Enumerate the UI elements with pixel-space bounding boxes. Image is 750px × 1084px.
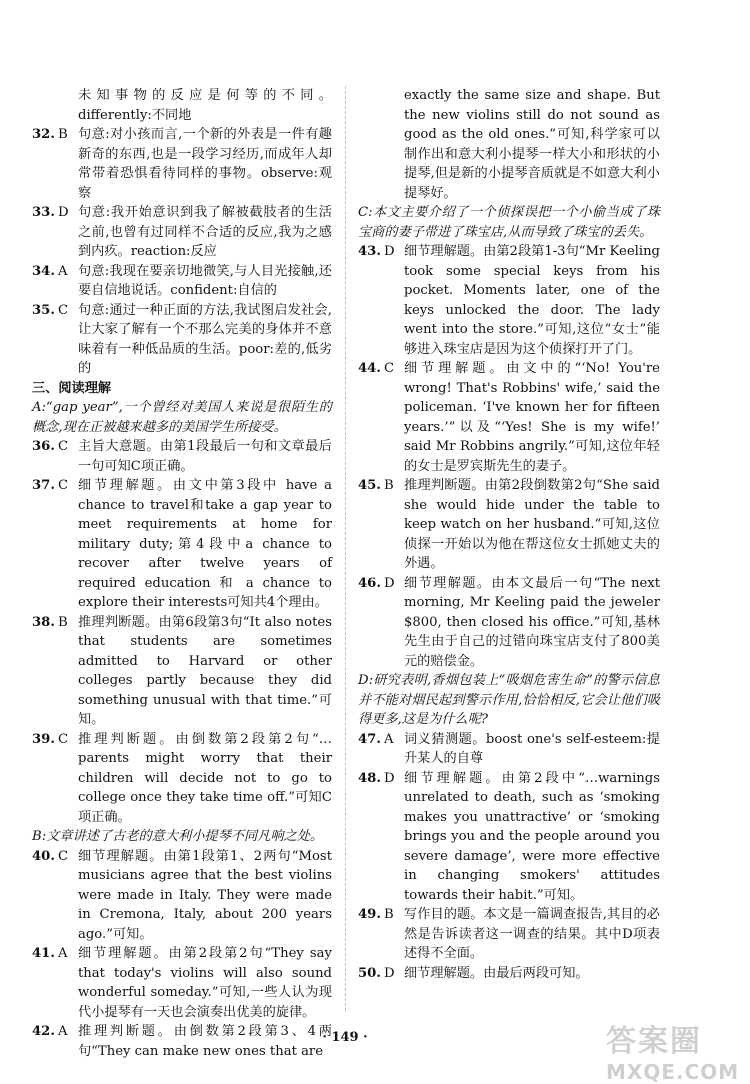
- explanation-text: 细节理解题。由第1段第1、2两句“Most musicians agree that the best violins were made in Italy. They were made in Cremona, Italy, about 200 years ago.”可知。: [78, 848, 332, 942]
- answer-item-32: [32, 125, 332, 203]
- answer-letter: B: [58, 614, 68, 630]
- answer-letter: D: [384, 770, 395, 786]
- question-number: 42.: [32, 1024, 55, 1039]
- question-number: 50.: [358, 965, 381, 981]
- answer-letter: C: [58, 302, 69, 318]
- answer-item-50: [358, 964, 660, 984]
- page-number: · 149 ·: [322, 1030, 368, 1045]
- question-number: 44.: [358, 361, 381, 376]
- explanation-text: 句意:对小孩而言,一个新的外表是一件有趣新奇的东西,也是一段学习经历,而成年人却常带着恐惧看待同样的事物。observe:观察: [78, 127, 332, 201]
- question-number: 37.: [32, 478, 55, 493]
- question-number: 34.: [32, 263, 55, 279]
- question-number: 41.: [32, 946, 55, 961]
- question-number: 39.: [32, 731, 55, 747]
- passage-intro-b: B:文章讲述了古老的意大利小提琴不同凡响之处。: [32, 829, 324, 844]
- question-number: 36.: [32, 439, 55, 454]
- explanation-text: 推理判断题。由倒数第2段第2句“…parents might worry that their children will decide not to go to college once they take time off.”可知C项正确。: [78, 731, 332, 825]
- answer-item-39: [32, 730, 332, 828]
- answer-item-37: [32, 476, 332, 613]
- answer-item-41: [32, 944, 332, 1022]
- answer-letter: D: [384, 244, 395, 259]
- explanation-text: 细节理解题。由文中第3段中 have a chance to travel和take a gap year to meet requirements at home for military duty;第4段中a chance to recover after twelve years of required education 和 a chance to explore their interests可知共4个理由。: [78, 478, 332, 610]
- answer-item-38: [32, 613, 332, 730]
- answer-letter: C: [58, 848, 69, 864]
- explanation-text: 细节理解题。由最后两段可知。: [404, 965, 589, 981]
- explanation-text: 细节理解题。由第2段第2句“They say that today's violins will also sound wonderful someday.”可知,一些人认为现代小提琴有一天也会演奏出优美的旋律。: [78, 946, 332, 1020]
- answer-item-43: [358, 242, 660, 359]
- explanation-text: 细节理解题。由本文最后一句“The next morning, Mr Keeling paid the jeweler $800, then closed his office.”可知,基林先生由于自己的过错向珠宝店支付了800美元的赔偿金。: [404, 575, 660, 669]
- explanation-text: 句意:通过一种正面的方法,我试图启发社会,让大家了解有一个不那么完美的身体并不意味着有一种低品质的生活。poor:差的,低劣的: [78, 302, 332, 376]
- answer-item-36: [32, 437, 332, 476]
- question-number: 40.: [32, 848, 55, 864]
- explanation-text: 写作目的题。本文是一篇调查报告,其目的必然是告诉读者这一调查的结果。其中D项表述得不全面。: [404, 907, 660, 961]
- watermark: [606, 1016, 744, 1084]
- section-heading: 三、阅读理解: [32, 380, 112, 396]
- question-number: 49.: [358, 907, 381, 922]
- left-column: [32, 86, 332, 1061]
- passage-intro-d: D:研究表明,香烟包装上“吸烟危害生命”的警示信息并不能对烟民起到警示作用,恰恰相反,它会让他们吸得更多,这是为什么呢?: [358, 673, 660, 727]
- answer-item-44: [358, 359, 660, 476]
- question-number: 47.: [358, 731, 381, 747]
- explanation-text: 句意:我开始意识到我了解被截肢者的生活之前,也曾有过同样不合适的反应,我为之感到内疚。reaction:反应: [78, 205, 332, 259]
- continued-answer-text: exactly the same size and shape. But the new violins still do not sound as good as the old ones.”可知,科学家可以制作出和意大利小提琴一样大小和形状的小提琴,但是新的小提琴音质就是不如意大利小提琴好。: [404, 88, 660, 201]
- answer-item-49: [358, 905, 660, 964]
- question-number: 45.: [358, 478, 381, 493]
- question-number: 43.: [358, 244, 381, 259]
- question-number: 35.: [32, 302, 55, 318]
- answer-letter: A: [58, 1024, 68, 1039]
- question-number: 33.: [32, 205, 55, 220]
- column-divider: [345, 86, 346, 1011]
- explanation-text: 细节理解题。由文中的“‘No! You're wrong! That's Robbins' wife,’ said the policeman. ‘I've known her for fifteen years.’”以及“‘Yes! She is my wife!’ said Mr Robbins angrily.”可知,这位年轻的女士是罗宾斯先生的妻子。: [404, 361, 660, 474]
- passage-intro-c: C:本文主要介绍了一个侦探误把一个小偷当成了珠宝商的妻子带进了珠宝店,从而导致了珠宝的丢失。: [358, 205, 660, 240]
- answer-letter: C: [58, 731, 69, 747]
- answer-letter: C: [58, 439, 69, 454]
- continued-answer-text: 未知事物的反应是何等的不同。differently:不同地: [78, 88, 332, 123]
- answer-letter: D: [384, 575, 395, 591]
- explanation-text: 细节理解题。由第2段中“…warnings unrelated to death, such as ‘smoking makes you unattractive’ or ‘smoking brings you and the people around you severe damage’, were more effective in changing smokers' attitudes towards their habit.”可知。: [404, 770, 660, 903]
- question-number: 38.: [32, 614, 55, 630]
- watermark-logo: 答案圈: [606, 1024, 702, 1059]
- watermark-url: MXQE.COM: [606, 1060, 740, 1084]
- answer-letter: D: [58, 205, 69, 220]
- answer-letter: B: [384, 478, 394, 493]
- answer-item-33: [32, 203, 332, 262]
- passage-intro-a: A:“gap year”,一个曾经对美国人来说是很陌生的概念,现在正被越来越多的美国学生所接受。: [32, 400, 332, 435]
- answer-item-47: [358, 730, 660, 769]
- explanation-text: 句意:我现在要亲切地微笑,与人目光接触,还要自信地说话。confident:自信的: [78, 263, 332, 298]
- question-number: 32.: [32, 127, 55, 142]
- answer-item-45: [358, 476, 660, 574]
- answer-item-46: [358, 574, 660, 672]
- answer-item-48: [358, 769, 660, 906]
- answer-letter: D: [384, 965, 395, 981]
- answer-letter: B: [58, 127, 68, 142]
- answer-letter: C: [58, 478, 69, 493]
- answer-letter: B: [384, 907, 394, 922]
- right-column: [358, 86, 660, 983]
- question-number: 48.: [358, 770, 381, 786]
- explanation-text: 推理判断题。由倒数第2段第3、4两句“They can make new ones that are: [78, 1024, 332, 1059]
- explanation-text: 主旨大意题。由第1段最后一句和文章最后一句可知C项正确。: [78, 439, 332, 474]
- explanation-text: 推理判断题。由第2段倒数第2句“She said she would hide under the table to keep watch on her husband.”可知,这位侦探一开始以为他在帮这位女士抓她丈夫的外遇。: [404, 478, 660, 571]
- answer-letter: A: [384, 731, 394, 747]
- answer-item-35: [32, 301, 332, 379]
- explanation-text: 词义猜测题。boost one's self-esteem:提升某人的自尊: [404, 731, 660, 766]
- explanation-text: 细节理解题。由第2段第1-3句“Mr Keeling took some special keys from his pocket. Moments later, one of the keys unlocked the door. The lady went into the store.”可知,这位“女士”能够进入珠宝店是因为这个侦探打开了门。: [404, 244, 660, 357]
- answer-item-40: [32, 847, 332, 945]
- answer-letter: C: [384, 361, 395, 376]
- explanation-text: 推理判断题。由第6段第3句“It also notes that students are sometimes admitted to Harvard or other colleges partly because they did something unusual with that time.”可知。: [78, 614, 332, 727]
- answer-letter: A: [58, 946, 68, 961]
- answer-item-34: [32, 262, 332, 301]
- question-number: 46.: [358, 575, 381, 591]
- answer-letter: A: [58, 263, 68, 279]
